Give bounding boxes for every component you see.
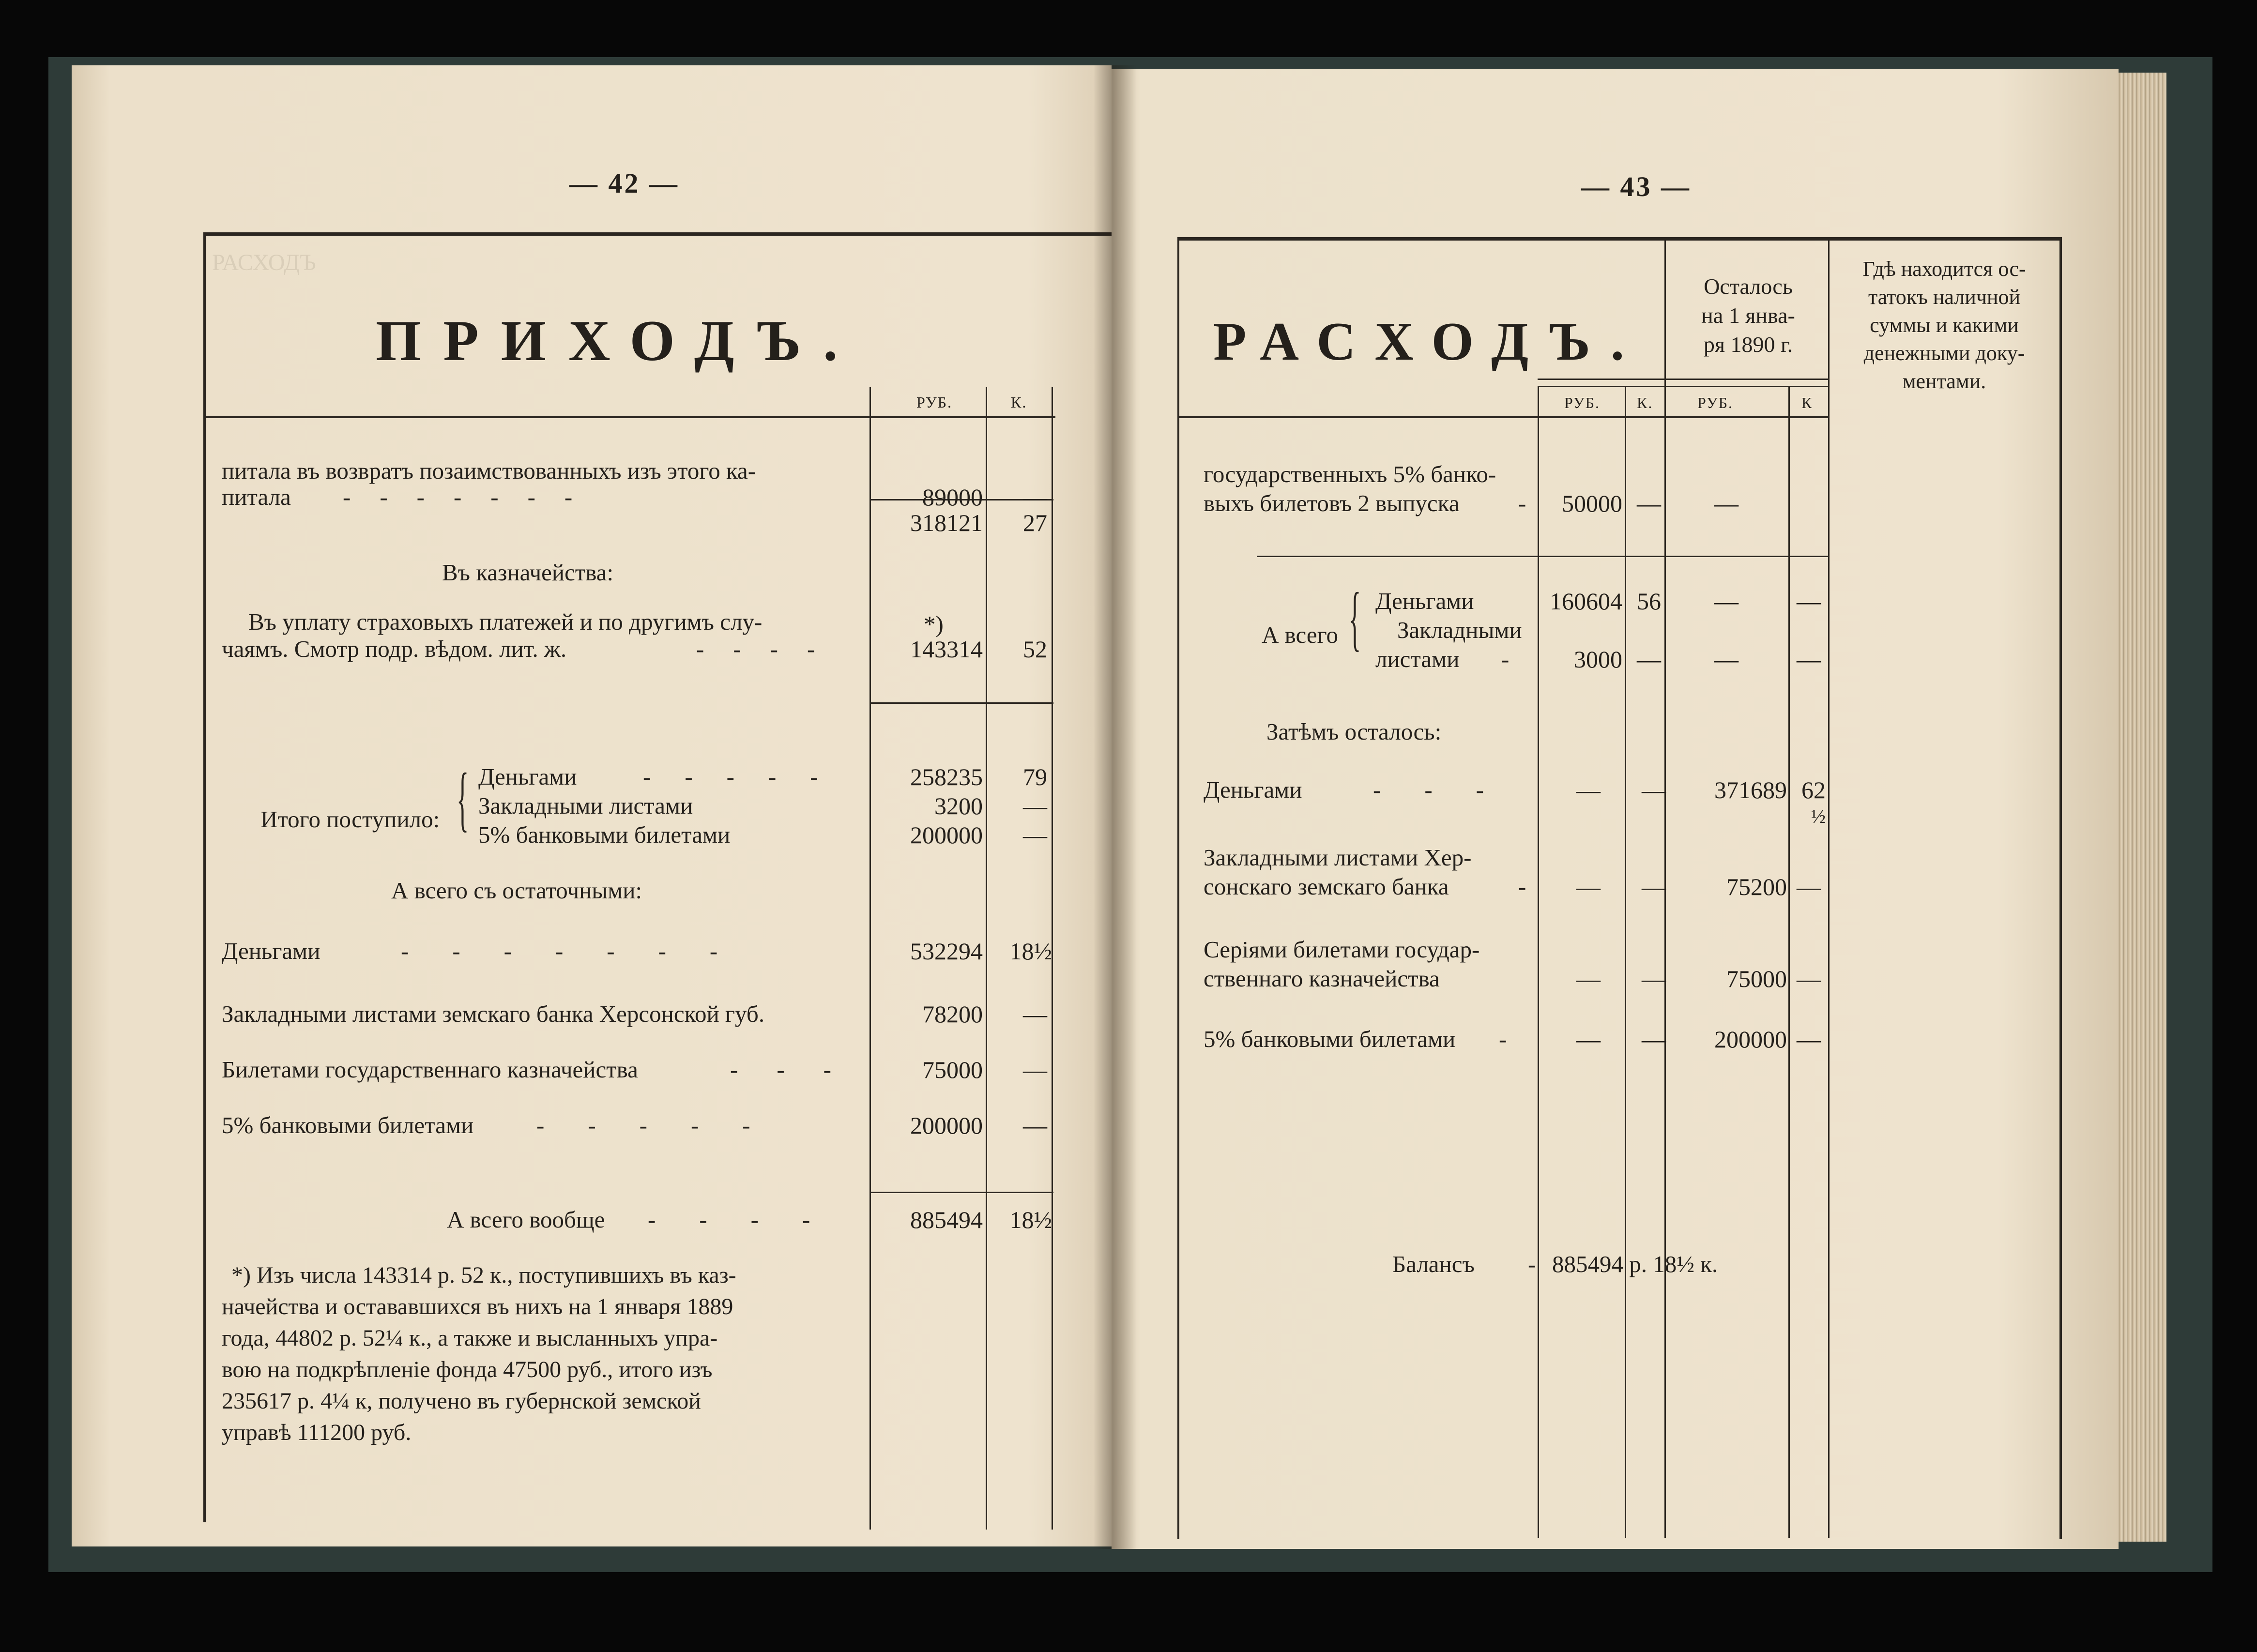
table-top-rule xyxy=(203,232,1126,236)
amount-rub: — xyxy=(1576,873,1601,900)
amount-k2: 62 xyxy=(1801,776,1826,803)
amount-rub: — xyxy=(1576,1026,1601,1053)
footnote-line: начейства и остававшихся въ нихъ на 1 января 1889 xyxy=(222,1294,733,1319)
line-text: Закладными листами Хер- xyxy=(1204,844,1472,871)
line-text: ственнаго казначейства xyxy=(1204,965,1440,992)
balance-label: Балансъ xyxy=(1392,1251,1475,1277)
amount-rub2: 371689 xyxy=(1714,776,1787,803)
line-text: 5% банковыми билетами xyxy=(478,821,731,848)
bleed-through-text: РАСХОДЪ xyxy=(212,250,316,275)
right-page xyxy=(1112,69,2119,1549)
total-rule xyxy=(869,1192,1053,1193)
amount-k: — xyxy=(1642,1026,1666,1053)
amount-rub: 258235 xyxy=(910,763,983,790)
col-header-where xyxy=(1833,255,2056,395)
header-rule-small xyxy=(1664,379,1828,380)
page-edges xyxy=(2111,73,2166,1542)
col-header-rub: РУБ. xyxy=(916,394,953,411)
amount-rub2: 75200 xyxy=(1726,873,1787,900)
amount-k2: — xyxy=(1797,588,1821,615)
subtotal-rub: 318121 xyxy=(910,509,983,536)
page-number: — 42 — xyxy=(569,167,679,199)
itogo-label: Итого поступило: xyxy=(260,806,440,833)
col-header-line: татокъ наличной xyxy=(1868,285,2021,309)
line-text: государственныхъ 5% банко- xyxy=(1204,461,1496,487)
line-text: 5% банковыми билетами xyxy=(222,1112,474,1138)
amount-rub: 78200 xyxy=(922,1000,983,1028)
amount-rub: 50000 xyxy=(1562,490,1622,517)
amount-k: — xyxy=(1642,873,1666,900)
leader-dashes: ----- xyxy=(536,1112,794,1138)
col-header-line: ря 1890 г. xyxy=(1703,332,1793,357)
section-heading: Затѣмъ осталось: xyxy=(1266,718,1442,745)
line-text: питала въ возвратъ позаимствованныхъ изъ этого ка- xyxy=(222,457,756,484)
line-text: Деньгами xyxy=(478,763,577,790)
line-text: Деньгами xyxy=(222,938,320,964)
amount-k: — xyxy=(1023,792,1047,819)
amount-rub2: — xyxy=(1714,588,1738,615)
total-rub: 885494 xyxy=(910,1206,983,1233)
leader-dashes: ------- xyxy=(343,484,602,510)
amount-rub: — xyxy=(1576,776,1601,803)
header-rule xyxy=(203,416,1055,418)
amount-rub: 75000 xyxy=(922,1056,983,1083)
amount-rub2: 75000 xyxy=(1726,965,1787,992)
section-heading: Въ казначейства: xyxy=(442,559,614,586)
col-header-k: К. xyxy=(1637,394,1653,411)
leader-dashes: - xyxy=(1499,1026,1507,1052)
leader-dashes: - xyxy=(1518,490,1526,516)
col-header-line: суммы и какими xyxy=(1870,313,2019,337)
amount-rub: 160604 xyxy=(1550,588,1622,615)
section-heading: А всего съ остаточными: xyxy=(391,877,642,904)
footnote-line: вою на подкрѣпленіе фонда 47500 руб., итого изъ xyxy=(222,1357,713,1382)
amount-rub: — xyxy=(1576,965,1601,992)
col-header-rub: РУБ. xyxy=(1564,394,1601,411)
subtotal-k: 27 xyxy=(1023,509,1047,536)
col-rub-rule xyxy=(869,387,871,1530)
amount-k2: — xyxy=(1797,1026,1821,1053)
col-header-line: ментами. xyxy=(1902,369,1986,393)
amount-rub: 3200 xyxy=(934,792,983,819)
avsego-label: А всего xyxy=(1262,621,1338,648)
leader-dashes: ----- xyxy=(643,763,852,790)
col-header-remain xyxy=(1668,272,1828,359)
col-header-k2: К xyxy=(1801,394,1813,411)
col-header-rub2: РУБ. xyxy=(1697,394,1734,411)
balance-value: 885494 р. 18½ к. xyxy=(1552,1251,1718,1277)
leader-dashes: ---- xyxy=(696,636,844,662)
col-where-rule xyxy=(1828,237,1830,1538)
amount-k2: — xyxy=(1797,873,1821,900)
amount-k2-fraction: ½ xyxy=(1811,805,1826,827)
line-text: Серіями билетами государ- xyxy=(1204,936,1480,963)
leader-dashes: ------- xyxy=(401,938,762,964)
table-right-rule xyxy=(2059,237,2062,1539)
line-text: выхъ билетовъ 2 выпуска xyxy=(1204,490,1460,516)
line-text: Закладными листами земскаго банка Херсонской губ. xyxy=(222,1000,765,1027)
line-text: Билетами государственнаго казначейства xyxy=(222,1056,638,1083)
amount-k: — xyxy=(1023,484,1047,511)
col-rub-rule xyxy=(1538,386,1539,1538)
page-title: РАСХОДЪ. xyxy=(1213,312,1645,372)
col-header-line: Гдѣ находится ос- xyxy=(1862,257,2026,281)
footnote-mark: *) xyxy=(924,611,944,637)
amount-rub2: — xyxy=(1714,646,1738,673)
total-k: 18½ xyxy=(1009,1206,1052,1233)
leader-dashes: --- xyxy=(730,1056,870,1083)
leader-dashes: --- xyxy=(1373,776,1527,803)
left-page xyxy=(72,65,1112,1546)
amount-k: — xyxy=(1642,965,1666,992)
amount-rub: 200000 xyxy=(910,1112,983,1139)
table-left-rule xyxy=(203,232,206,1522)
line-text: Закладными листами xyxy=(478,792,693,819)
leader-dashes: - xyxy=(1528,1251,1536,1277)
amount-rub: 143314 xyxy=(910,636,983,663)
amount-k: — xyxy=(1023,1112,1047,1139)
col-k2-rule xyxy=(1788,386,1790,1538)
amount-k: — xyxy=(1023,1056,1047,1083)
table-top-rule xyxy=(1177,237,2061,241)
col-header-line: Осталось xyxy=(1704,274,1793,299)
page-title: ПРИХОДЪ. xyxy=(376,308,860,373)
amount-rub: 89000 xyxy=(922,484,983,511)
line-text: Закладными xyxy=(1397,617,1522,643)
amount-k: — xyxy=(1637,490,1661,517)
col-header-line: денежными доку- xyxy=(1863,341,2025,365)
amount-k: — xyxy=(1023,821,1047,849)
footnote-line: управѣ 111200 руб. xyxy=(222,1420,412,1445)
line-text: сонскаго земскаго банка xyxy=(1204,873,1449,900)
leader-dashes: - xyxy=(1518,873,1526,900)
header-rule-small xyxy=(1538,379,1664,380)
brace: { xyxy=(1349,578,1361,658)
amount-rub2: 200000 xyxy=(1714,1026,1787,1053)
amount-k: 18½ xyxy=(1009,938,1052,965)
amount-k: 79 xyxy=(1023,763,1047,790)
amount-k: — xyxy=(1023,1000,1047,1028)
amount-k: 56 xyxy=(1637,588,1661,615)
amount-k2: — xyxy=(1797,965,1821,992)
ins-rule xyxy=(869,702,1053,704)
amount-k2: — xyxy=(1797,646,1821,673)
footnote-line: 235617 р. 4¼ к, получено въ губернской земской xyxy=(222,1388,701,1414)
amount-rub: 532294 xyxy=(910,938,983,965)
col-k-rule xyxy=(1625,386,1626,1538)
page-number: — 43 — xyxy=(1581,171,1691,202)
subheader-rule xyxy=(1538,386,1828,387)
line-text: Деньгами xyxy=(1204,776,1302,803)
line-text: Деньгами xyxy=(1375,588,1474,614)
section-rule xyxy=(1538,556,1828,557)
header-rule xyxy=(1177,416,1828,418)
book-gutter xyxy=(1093,65,1137,1549)
table-left-rule xyxy=(1177,237,1179,1539)
amount-k: — xyxy=(1642,776,1666,803)
footnote-line: *) Изъ числа 143314 р. 52 к., поступившихъ въ каз- xyxy=(231,1262,736,1288)
amount-rub2: — xyxy=(1714,490,1738,517)
amount-rub: 200000 xyxy=(910,821,983,849)
amount-k: 52 xyxy=(1023,636,1047,663)
line-text: Въ уплату страховыхъ платежей и по другимъ слу- xyxy=(248,608,762,635)
amount-k: — xyxy=(1637,646,1661,673)
total-label: А всего вообще xyxy=(447,1206,605,1233)
col-header-line: на 1 янва- xyxy=(1701,303,1795,328)
footnote-line: года, 44802 р. 52¼ к., а также и высланныхъ упра- xyxy=(222,1325,718,1351)
line-text: листами xyxy=(1375,646,1460,672)
line-text: чаямъ. Смотр подр. вѣдом. лит. ж. xyxy=(222,636,567,662)
col-header-k: К. xyxy=(1011,394,1027,411)
line-text: 5% банковыми билетами xyxy=(1204,1026,1456,1052)
amount-rub: 3000 xyxy=(1574,646,1622,673)
brace: { xyxy=(457,758,469,839)
leader-dashes: ---- xyxy=(648,1206,854,1233)
col-k-rule xyxy=(986,387,987,1530)
leader-dashes: - xyxy=(1501,646,1510,672)
line-text: питала xyxy=(222,484,291,510)
